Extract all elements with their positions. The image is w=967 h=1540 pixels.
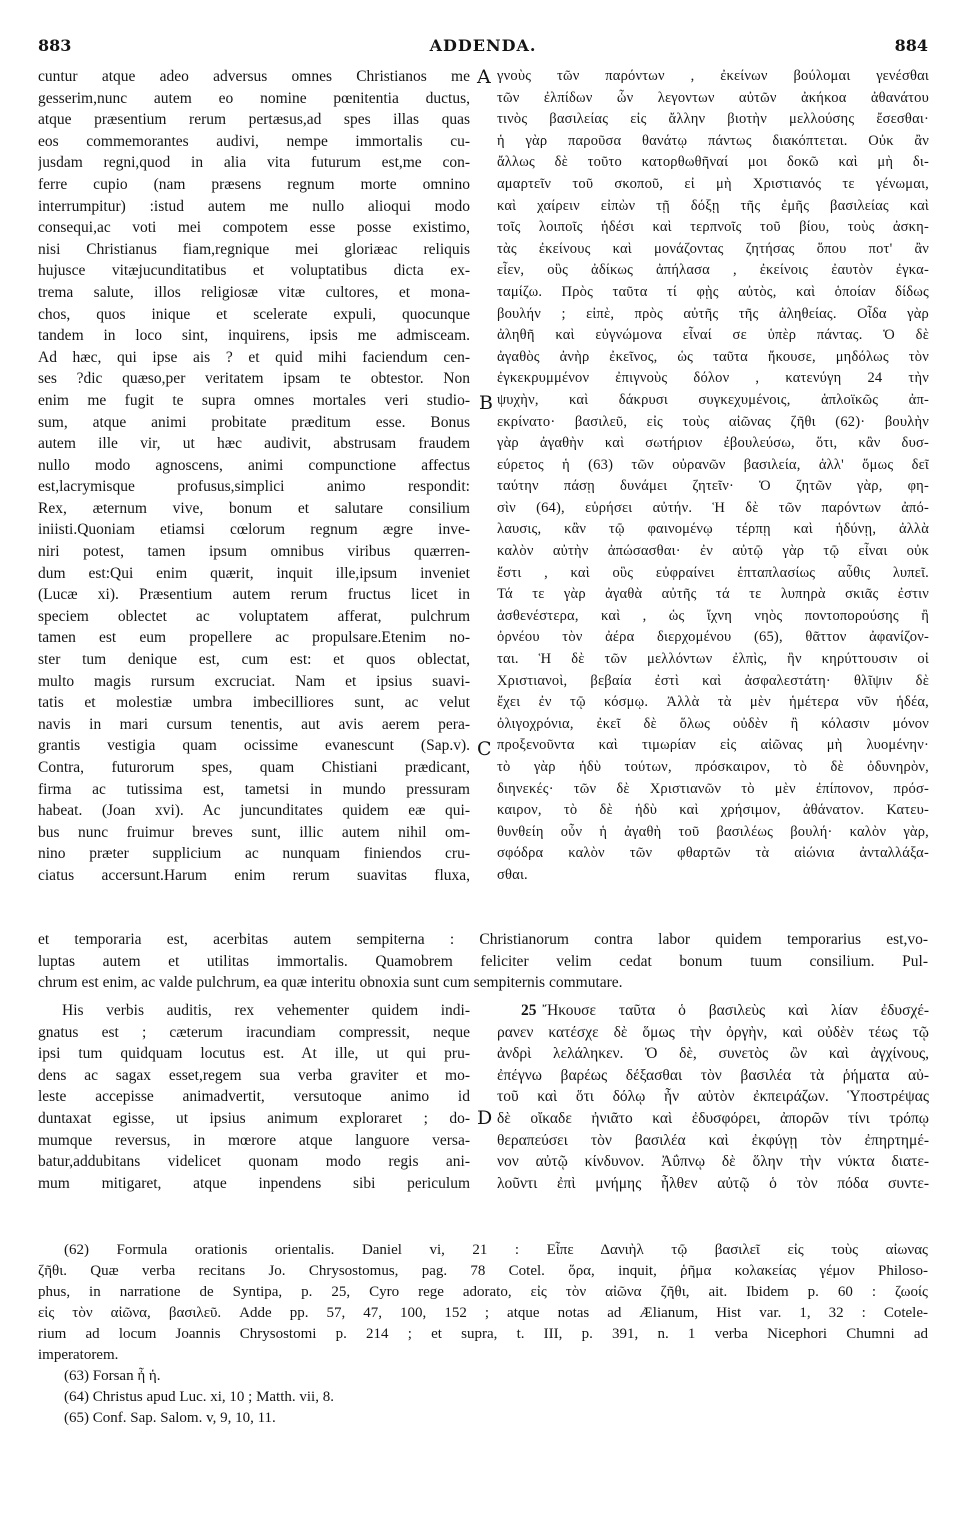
text-line: προξενοῦντα καὶ τιμωρίαν εἰς αἰῶνας μὴ λυομένην·: [497, 737, 929, 754]
text-line: tandem in loco sint, inquirens, ipsis me admisceam.: [38, 327, 470, 345]
footnote-line: (64) Christus apud Luc. xi, 10 ; Matth. vii, 8.: [64, 1389, 334, 1405]
text-line: ferre cupio (nam præsens regnum morte omnino: [38, 175, 470, 193]
text-line: habeat. (Joan xvi). Ac juncunditates quidem eæ qui-: [38, 802, 470, 820]
greek-column-2: [497, 1000, 929, 1194]
text-line: gesserim,nunc autem eo nomine pœnitentia ductus,: [38, 89, 470, 107]
text-line: chrum est enim, ac valde pulchrum, ea quæ interitu obnoxia sunt cum sempiternis commutare.: [38, 974, 623, 992]
text-line: nisi Christianus fiam,regnique mei gloriæac reliquis: [38, 240, 470, 258]
text-line: trema salute, illos religiosæ vitæ cultores, et mona-: [38, 283, 470, 301]
text-line: His verbis auditis, rex vehementer quidem indi-: [62, 1002, 470, 1019]
text-line: τινὸς βασιλείας εἰς ἄλλην βιοτὴν μελλούσης ἔσεσθαι·: [497, 111, 929, 128]
text-line: Χριστιανοὶ, βεβαία ἐστὶ καὶ ἀσφαλεστάτη· θλῖψιν δὲ: [497, 672, 929, 689]
footnote-line: ζῆθι. Quæ verba recitans Jo. Chrysostomus, pag. 78 Cotel. ὅρα, inquit, ῥῆμα κολακείας γέμον Philoso-: [38, 1263, 928, 1279]
full-width-paragraph: [38, 929, 928, 994]
text-line: σθαι.: [497, 866, 528, 883]
text-line: sum, atque animi probitate præditum esse. Bonus: [38, 413, 470, 431]
text-line: est,lacrymisque profusus,simplici animo respondit:: [38, 478, 470, 496]
latin-column: [38, 66, 470, 887]
text-line: βουλήν ; εἰπὲ, πρὸς αὐτῆς τῆς ἀληθείας. Οἶδα γὰρ: [497, 305, 929, 322]
text-line: luptas autem et utilitas immortalis. Quamobrem feliciter velim cedat bonum tuum consilium. Pul-: [38, 952, 928, 970]
text-line: niri potest, tamen ipsum omnibus viribus quærren-: [38, 543, 470, 561]
text-line: dum est:Qui enim quærit, inquit ille,ipsum inveniet: [38, 564, 470, 582]
text-line: ὀρνέου τὸν ἀέρα διερχομένου (65), θᾶττον ἀφανίζον-: [497, 629, 929, 646]
text-line: leste accepisse animadvertit, versutoque animo id: [38, 1088, 470, 1106]
text-line: navis in mari cursum tenentis, aut avis aerem pera-: [38, 715, 470, 733]
footnote-line: (63) Forsan ἦ ἡ.: [64, 1368, 161, 1384]
footnotes: [38, 1240, 928, 1429]
text-line: ταμίζω. Πρὸς ταῦτα τί φῂς αὐτὸς, καὶ ὁποίαν δίδως: [497, 283, 929, 300]
text-line: ἐπέγνω βαρέως δέξασθαι τὸν βασιλέα τὰ ῥήματα αὐ-: [497, 1066, 929, 1084]
text-line: ται. Ἡ δὲ τῶν μελλόντων ἐλπὶς, ἣν κηρύττουσιν οἱ: [497, 651, 929, 668]
text-line: firma ac tutissima est, tametsi in mundo pressuram: [38, 780, 470, 798]
text-line-content: Ἤκουσε ταῦτα ὁ βασιλεὺς καὶ λίαν ἐδυσχέ-: [542, 1002, 929, 1019]
running-header: [38, 36, 928, 58]
text-line: mum mitigaret, atque inpendens sibi periculum: [38, 1174, 470, 1192]
text-line: [497, 1000, 929, 1022]
text-line: λαυσις, κἂν τῷ φαινομένῳ τέρπῃ καὶ ἡδύνῃ, ἀλλὰ: [497, 521, 929, 538]
text-line: bus nunc fruimur breves sunt, illic autem nihil om-: [38, 823, 470, 841]
text-line: multo magis rursum excruciat. Nam et ipsius suavi-: [38, 672, 470, 690]
text-line: batur,addubitans videlicet quonam modo regis ani-: [38, 1153, 470, 1171]
text-line: speciem oblectet ac voluptatem afferat, pulchrum: [38, 607, 470, 625]
text-line: γνοὺς τῶν παρόντων , ἐκείνων βούλομαι γενέσθαι: [497, 68, 929, 84]
text-line: tamen est eum propellere ac propulsare.Etenim no-: [38, 629, 470, 647]
text-line: ὀλιγοχρόνια, ἐκεῖ δὲ ὅλως οὐδὲν ἢ κόλασιν μόνον: [497, 715, 929, 732]
text-line: hujusce vitæjucunditatibus et voluptatibus dicta ex-: [38, 262, 470, 280]
text-line: τῶν ἐλπίδων ὧν λεγοντων αὐτῶν ἀκήκοα ἀθανάτου: [497, 89, 929, 106]
text-line: καλὸν αὐτὴν ἀπώσασθαι· ἐν αὐτῷ γὰρ τῷ εἶναι οὐκ: [497, 543, 929, 560]
footnote-line: (65) Conf. Sap. Salom. v, 9, 10, 11.: [64, 1410, 276, 1426]
text-line: εύρετος ἡ (63) τῶν οὐρανῶν βασιλεία, ἀλλ' ὅμως δεῖ: [497, 456, 929, 473]
text-line: duntaxat egisse, ut ipsius animum exploraret ; do-: [38, 1109, 470, 1127]
footnote-line: imperatorem.: [38, 1347, 119, 1363]
text-line: ster tum denique est, cum est: et quos oblectat,: [38, 651, 470, 669]
text-line: διηνεκές· τῶν δὲ Χριστιανῶν τὸ μὲν ἐπίπονον, πρόσ-: [497, 780, 929, 797]
text-line: tatis et molestiæ umbra imbecilliores sunt, ac velut: [38, 694, 470, 712]
text-line: nullo modo agnoscens, animi compunctione affectus: [38, 456, 470, 474]
text-line: (Lucæ xi). Præsentium autem rerum fructus licet in: [38, 586, 470, 604]
text-line: λοῦντι ἐπὶ μνήμης ἦλθεν αὐτῷ ὁ τὸν πόδα συντε-: [497, 1174, 929, 1192]
text-line: et temporaria est, acerbitas autem sempiterna : Christianorum contra labor quidem temporarius est,vo-: [38, 931, 928, 948]
text-line: νον αὐτῷ κίνδυνον. Ἀΰπνῳ δὲ ὅλην τὴν νύκτα διατε-: [497, 1153, 929, 1171]
text-line: θεραπεύσει τὸν βασιλέα καὶ ἐκφύγῃ τὸν ἐπηρτημέ-: [497, 1131, 929, 1149]
text-line: consequi,ac voti mei compotem esse posse existimo,: [38, 219, 470, 237]
text-line: autem ille vir, ut hæc audivit, abstrusam fraudem: [38, 435, 470, 453]
text-line: jusdam regni,quod in alia vita futurum est,me con-: [38, 154, 470, 172]
running-title: ADDENDA.: [429, 36, 537, 55]
text-line: mumque reversus, in mœrore atque languore versa-: [38, 1131, 470, 1149]
text-line: iniisti.Quoniam etiamsi cœlorum regnum ægre inve-: [38, 521, 470, 539]
margin-letter-a: A: [477, 66, 491, 88]
text-line: σὶν (64), εὑρήσει αὐτήν. Ἡ δὲ τῶν παρόντων ἀπό-: [497, 499, 929, 516]
footnote-line: rium ad locum Joannis Chrysostomi p. 214 ; et supra, t. III, p. 391, n. 1 verba Nicephori Chumni ad: [38, 1326, 928, 1342]
text-line: εκρίνατο· βασιλεῦ, εἰς τοὺς αἰῶνας ζῆθι (62)· βουλὴν: [497, 413, 929, 430]
text-line: σφόδρα καλὸν τῶν φθαρτῶν τὰ αἰώνια ἀνταλλάξα-: [497, 845, 929, 862]
text-line: enim me fugit te supra omnes mortales veri studio-: [38, 391, 470, 409]
text-line: ἀσθενέστερα, καὶ , ὡς ἴχνη νηὸς ποντοπορούσης ἢ: [497, 607, 929, 624]
text-line: ρανεν κατέσχε δὲ ὅμως τὴν ὀργὴν, καὶ οὐδὲν τέως τῷ: [497, 1023, 929, 1041]
footnote-line: εἰς τὸν αἰῶνα, βασιλεῦ. Adde pp. 57, 47, 100, 152 ; atque notas ad Ælianum, Hist var. 1, 32 : Cotele-: [38, 1305, 928, 1321]
text-line: τὰς ἐκείνους καὶ μονάζοντας ζητήσας ὅπου ποτ' ἂν: [497, 240, 929, 257]
text-line: ἀγαθὸς ἀνὴρ ἐκεῖνος, ὡς ταῦτα ἤκουσε, μηδόλως τὸν: [497, 348, 929, 365]
page-number-right: 884: [894, 36, 928, 55]
text-line: ipsi tum quidquam locutus est. At ille, ut qui pru-: [38, 1045, 470, 1063]
text-line: ἄλλως δὲ τοῦτο κατορθωθῆναί μοι δοκῶ καὶ μὴ δι-: [497, 154, 929, 171]
text-line: ἡ γὰρ παροῦσα θανάτῳ πάντως διακόπτεται. Οὐκ ἂν: [497, 132, 929, 149]
text-line: γὰρ ἀγαθὴν καὶ σωτήριον ἐβουλεύσω, ὅτι, κἂν δυσ-: [497, 435, 929, 452]
text-line: ἀνδρὶ λελάληκεν. Ὁ δὲ, συνετὸς ὢν καὶ ἀγχίνους,: [497, 1045, 929, 1063]
text-line: αμαρτεῖν τοῦ σκοποῦ, εἰ μὴ Χριστιανός τε γένωμαι,: [497, 175, 929, 192]
text-line: καὶ χαίρειν εἰπὼν τῇ δόξῃ τῆς ἐμῆς βασιλείας καὶ: [497, 197, 929, 214]
margin-letter-d: D: [477, 1107, 493, 1129]
text-line: nino præter supplicium ac nunquam finiendos cru-: [38, 845, 470, 863]
text-line: ses ?dic quæso,per veritatem ipsam te obtestor. Non: [38, 370, 470, 388]
text-line: ἔστι , καὶ οὓς εὐφραίνει ἑπταπλασίως αὖθις λυπεῖ.: [497, 564, 929, 581]
text-line: θυνθείη οὖν ἡ ἀγαθὴ τοῦ βασιλέως βουλή· καλὸν γὰρ,: [497, 823, 929, 840]
section-number: 25: [521, 1002, 537, 1019]
latin-column-2: [38, 1000, 470, 1194]
text-line: gnatus est ; cæterum iracundiam compressit, neque: [38, 1023, 470, 1041]
footnote-line: (62) Formula orationis orientalis. Daniel vi, 21 : Εἶπε Δανιὴλ τῷ βασιλεῖ εἰς τοὺς αἰωνας: [64, 1242, 928, 1258]
text-line: ciatus accersunt.Harum enim rerum suavitas fluxa,: [38, 866, 470, 884]
text-line: καιρον, τὸ δὲ ἡδὺ καὶ χρήσιμον, ἀθάνατον. Κατευ-: [497, 802, 929, 819]
text-line: τοῖς λοιποῖς ἡδέσι καὶ τερπνοῖς τοῦ βίου, τοὺς ἀσκη-: [497, 219, 929, 236]
text-line: τὸ γὰρ ἡδὺ τούτων, πρόσκαιρον, τὸ δὲ ὀδυνηρὸν,: [497, 759, 929, 775]
text-line: atque præsentium rerum pertæsus,ad spes illas quas: [38, 111, 470, 129]
text-line: ψυχὴν, καὶ δάκρυσι συγκεχυμένοις, ἁπλοϊκῶς ἀπ-: [497, 391, 929, 408]
footnote-line: phus, in narratione de Syntipa, p. 25, Cyro rege adorato, εἰς τὸν αἰῶνα ζῆθι, ait. Ibidem p. 60 : ζωοίς: [38, 1284, 928, 1300]
text-line: Ad hæc, qui ipse ais ? et quid mihi faciendum cen-: [38, 348, 470, 366]
greek-column: [497, 66, 929, 887]
text-line: δὲ οἴκαδε ἠνιᾶτο καὶ ἐδυσφόρει, ἀπορῶν τίνι τρόπῳ: [497, 1109, 929, 1127]
text-line: interrumpitur) :istud autem me nullo alioqui modo: [38, 197, 470, 215]
text-line: dens ac sagax esset,regem sua verba graviter et mo-: [38, 1066, 470, 1084]
text-line: Contra, futurorum spes, quam Chistiani prædicant,: [38, 759, 470, 776]
text-line: cuntur atque adeo adversus omnes Christianos me: [38, 68, 470, 85]
text-line: ἀληθῆ καὶ εὐγνώμονα εἶναί σε ὑπὲρ πάντας. Ὁ δὲ: [497, 327, 929, 344]
text-line: chos, quos inique et scelerate expuli, quocunque: [38, 305, 470, 323]
text-line: ταύτην πάσῃ δυνάμει ζητεῖν· Ὁ ζητῶν γὰρ, φη-: [497, 478, 929, 495]
text-line: Rex, æternum vive, bonum et salutare consilium: [38, 499, 470, 517]
margin-letter-b: B: [479, 392, 493, 414]
margin-letter-c: C: [477, 738, 492, 760]
text-line: eos commemorantes audivi, nempe immortalis cu-: [38, 132, 470, 150]
text-line: εἶεν, οὓς ἀδίκως ἀπήλασα , ἐκείνοις ἐαυτὸν ἐγκα-: [497, 262, 929, 279]
text-line: Τά τε γὰρ ἀγαθὰ αὐτῆς τά τε λυπηρὰ σκιᾶς ἐστιν: [497, 586, 929, 603]
text-line: ἔχει ἐν τῷ κόσμῳ. Ἀλλὰ τὰ μὲν ἡμέτερα νῦν ἡδέα,: [497, 694, 929, 711]
page-number-left: 883: [38, 36, 72, 55]
text-line: ἐγκεκρυμμένον ἐπιγνοὺς δόλον , κατενύγη 24 τὴν: [497, 370, 929, 387]
text-line: grantis vestigia quam ocissime evanescunt (Sap.v).: [38, 737, 470, 755]
text-line: τοῦ καὶ ὅτι δόλῳ ἦν αὐτὸν ἐκπειράζων. Ὑποστρέψας: [497, 1088, 929, 1106]
